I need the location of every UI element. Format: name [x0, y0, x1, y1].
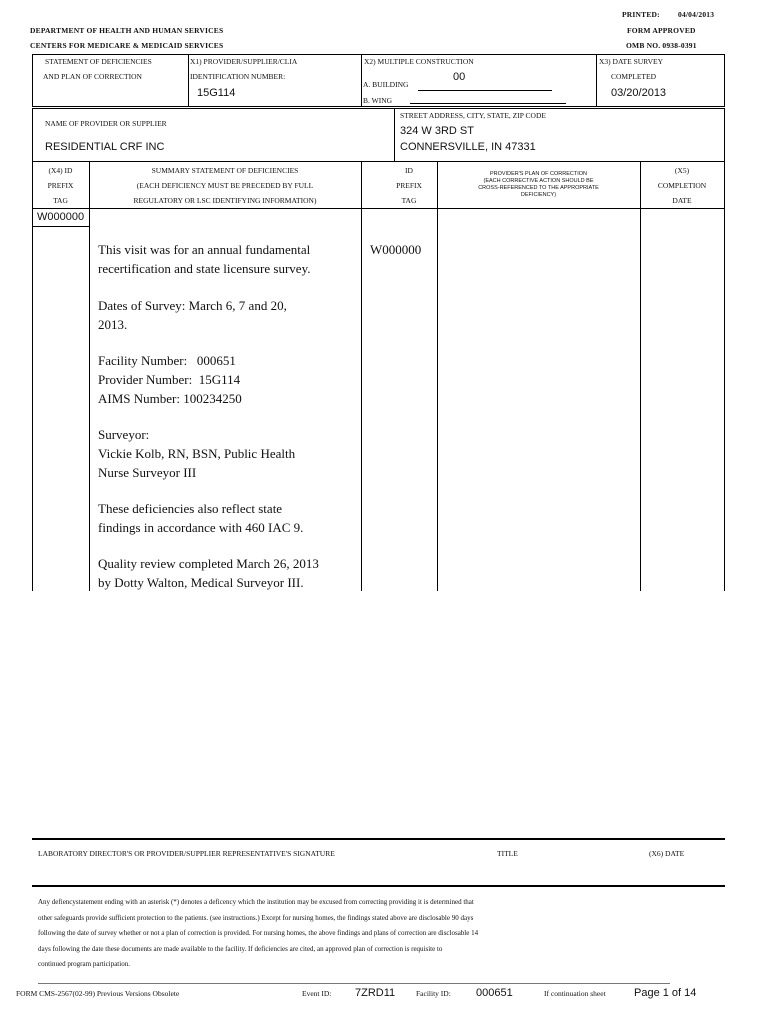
plan-header-4: DEFICIENCY): [520, 192, 557, 198]
plan-header-2: (EACH CORRECTIVE ACTION SHOULD BE: [483, 178, 594, 184]
col-divider-2: [361, 161, 362, 591]
x2-building-value: 00: [453, 71, 466, 83]
address-label: STREET ADDRESS, CITY, STATE, ZIP CODE: [400, 111, 546, 120]
summary-header-2: (EACH DEFICIENCY MUST BE PRECEDED BY FULL: [136, 181, 314, 190]
provider-row-bottom: [32, 161, 725, 162]
provider-row-left: [32, 108, 33, 161]
x1-label-2: IDENTIFICATION NUMBER:: [190, 72, 286, 81]
omb-number: OMB NO. 0938-0391: [626, 41, 697, 50]
x4-header-1: (X4) ID: [48, 166, 73, 175]
signature-bottom-border: [32, 885, 725, 887]
facility-id-value: 000651: [476, 987, 513, 999]
continuation-label: If continuation sheet: [544, 989, 606, 998]
text-line: Quality review completed March 26, 2013: [98, 556, 319, 571]
survey-date-value: 03/20/2013: [611, 87, 667, 99]
paragraph-dates: [98, 296, 360, 334]
table-header-bottom: [32, 208, 725, 209]
text-line: Vickie Kolb, RN, BSN, Public Health: [98, 446, 296, 461]
text-line: This visit was for an annual fundamental: [98, 242, 311, 257]
x5-header-1: (X5): [674, 166, 690, 175]
text-line: 2013.: [98, 317, 128, 332]
summary-header-1: SUMMARY STATEMENT OF DEFICIENCIES: [151, 166, 299, 175]
left-tag-underline: [32, 226, 89, 227]
text-line: by Dotty Walton, Medical Surveyor III.: [98, 575, 304, 590]
form-number: FORM CMS-2567(02-99) Previous Versions Obsolete: [16, 989, 180, 998]
page-number: Page 1 of 14: [634, 987, 697, 999]
disclaimer-line: Any defiencystatement ending with an asterisk (*) denotes a deficency which the institution may be excused from correcting providing it is determined that: [38, 898, 474, 906]
x5-header-2: COMPLETION: [657, 181, 707, 190]
form-approved: FORM APPROVED: [627, 26, 696, 35]
x1-label-1: X1) PROVIDER/SUPPLIER/CLIA: [190, 57, 298, 66]
top-row-right-border: [724, 54, 725, 106]
centers-title: CENTERS FOR MEDICARE & MEDICAID SERVICES: [30, 41, 224, 50]
provider-row-right: [724, 108, 725, 161]
plan-header-3: CROSS-REFERENCED TO THE APPROPRIATE: [478, 185, 599, 191]
text-line: recertification and state licensure survey.: [98, 261, 311, 276]
deficiency-summary: [98, 240, 360, 592]
text-line: Facility Number: 000651: [98, 353, 236, 368]
wing-underline: [410, 103, 566, 104]
statement-label-2: AND PLAN OF CORRECTION: [43, 72, 142, 81]
disclaimer-text: [38, 895, 478, 973]
statement-label-1: STATEMENT OF DEFICIENCIES: [45, 57, 152, 66]
paragraph-quality: [98, 554, 360, 592]
address-line-1: 324 W 3RD ST: [400, 125, 474, 137]
x3-label-2: COMPLETED: [611, 72, 656, 81]
provider-name-value: RESIDENTIAL CRF INC: [45, 141, 165, 153]
x2-wing-label: B. WING: [363, 96, 393, 105]
x4-header-3: TAG: [53, 196, 68, 205]
footer-rule: [38, 983, 670, 984]
col-right-border: [724, 161, 725, 591]
text-line: Nurse Surveyor III: [98, 465, 197, 480]
x5-header-3: DATE: [672, 196, 692, 205]
provider-id-value: 15G114: [197, 87, 236, 99]
top-row-bottom-border: [32, 106, 725, 107]
facility-id-label: Facility ID:: [416, 989, 451, 998]
text-line: AIMS Number: 100234250: [98, 391, 242, 406]
x2-building-label: A. BUILDING: [363, 80, 409, 89]
text-line: findings in accordance with 460 IAC 9.: [98, 520, 304, 535]
id-header-2: PREFIX: [396, 181, 422, 190]
text-line: Provider Number: 15G114: [98, 372, 241, 387]
provider-row-top: [32, 108, 725, 109]
disclaimer-line: continued program participation.: [38, 960, 130, 968]
left-prefix-tag: W000000: [37, 211, 85, 223]
id-header-1: ID: [405, 166, 413, 175]
top-row-left-border: [32, 54, 33, 106]
paragraph-visit: [98, 240, 360, 278]
provider-name-label: NAME OF PROVIDER OR SUPPLIER: [45, 119, 167, 128]
provider-row-divider: [394, 108, 395, 161]
x2-label: X2) MULTIPLE CONSTRUCTION: [364, 57, 474, 66]
text-line: Dates of Survey: March 6, 7 and 20,: [98, 298, 287, 313]
event-id-label: Event ID:: [302, 989, 332, 998]
event-id-value: 7ZRD11: [355, 987, 396, 999]
text-line: Surveyor:: [98, 427, 150, 442]
signature-top-border: [32, 838, 725, 840]
summary-header-3: REGULATORY OR LSC IDENTIFYING INFORMATION): [133, 196, 317, 205]
x3-label-1: X3) DATE SURVEY: [599, 57, 663, 66]
x4-header-2: PREFIX: [47, 181, 74, 190]
title-label: TITLE: [497, 849, 518, 858]
plan-header-1: PROVIDER'S PLAN OF CORRECTION: [489, 171, 587, 177]
right-prefix-tag: W000000: [370, 242, 422, 257]
text-line: These deficiencies also reflect state: [98, 501, 283, 516]
disclaimer-line: days following the date these documents are made available to the facility. If deficiencies are cited, an approved plan of correction is requisite to: [38, 944, 443, 953]
lab-director-signature-label: LABORATORY DIRECTOR'S OR PROVIDER/SUPPLIER REPRESENTATIVE'S SIGNATURE: [38, 849, 335, 858]
top-row-divider-3: [596, 54, 597, 106]
building-underline: [418, 90, 552, 91]
top-row-top-border: [32, 54, 725, 55]
col-divider-1: [89, 161, 90, 591]
printed-label: PRINTED:: [622, 10, 660, 19]
col-divider-3: [437, 161, 438, 591]
col-divider-4: [640, 161, 641, 591]
paragraph-surveyor: [98, 425, 360, 482]
id-header-3: TAG: [401, 196, 417, 205]
top-row-divider-1: [188, 54, 189, 106]
paragraph-numbers: [98, 351, 360, 408]
top-row-divider-2: [361, 54, 362, 106]
disclaimer-line: other safeguards provide sufficient protection to the patients. (see instructions.) Except for nursing homes, the findings stated above are disclosable 90 days: [38, 913, 474, 922]
department-title: DEPARTMENT OF HEALTH AND HUMAN SERVICES: [30, 26, 224, 35]
paragraph-state: [98, 499, 360, 537]
disclaimer-line: following the date of survey whether or not a plan of correction is provided. For nursing homes, the above findings and plans of correction are disclosable 14: [38, 929, 479, 937]
address-line-2: CONNERSVILLE, IN 47331: [400, 141, 536, 153]
printed-date: 04/04/2013: [678, 10, 715, 19]
x6-date-label: (X6) DATE: [649, 849, 685, 858]
